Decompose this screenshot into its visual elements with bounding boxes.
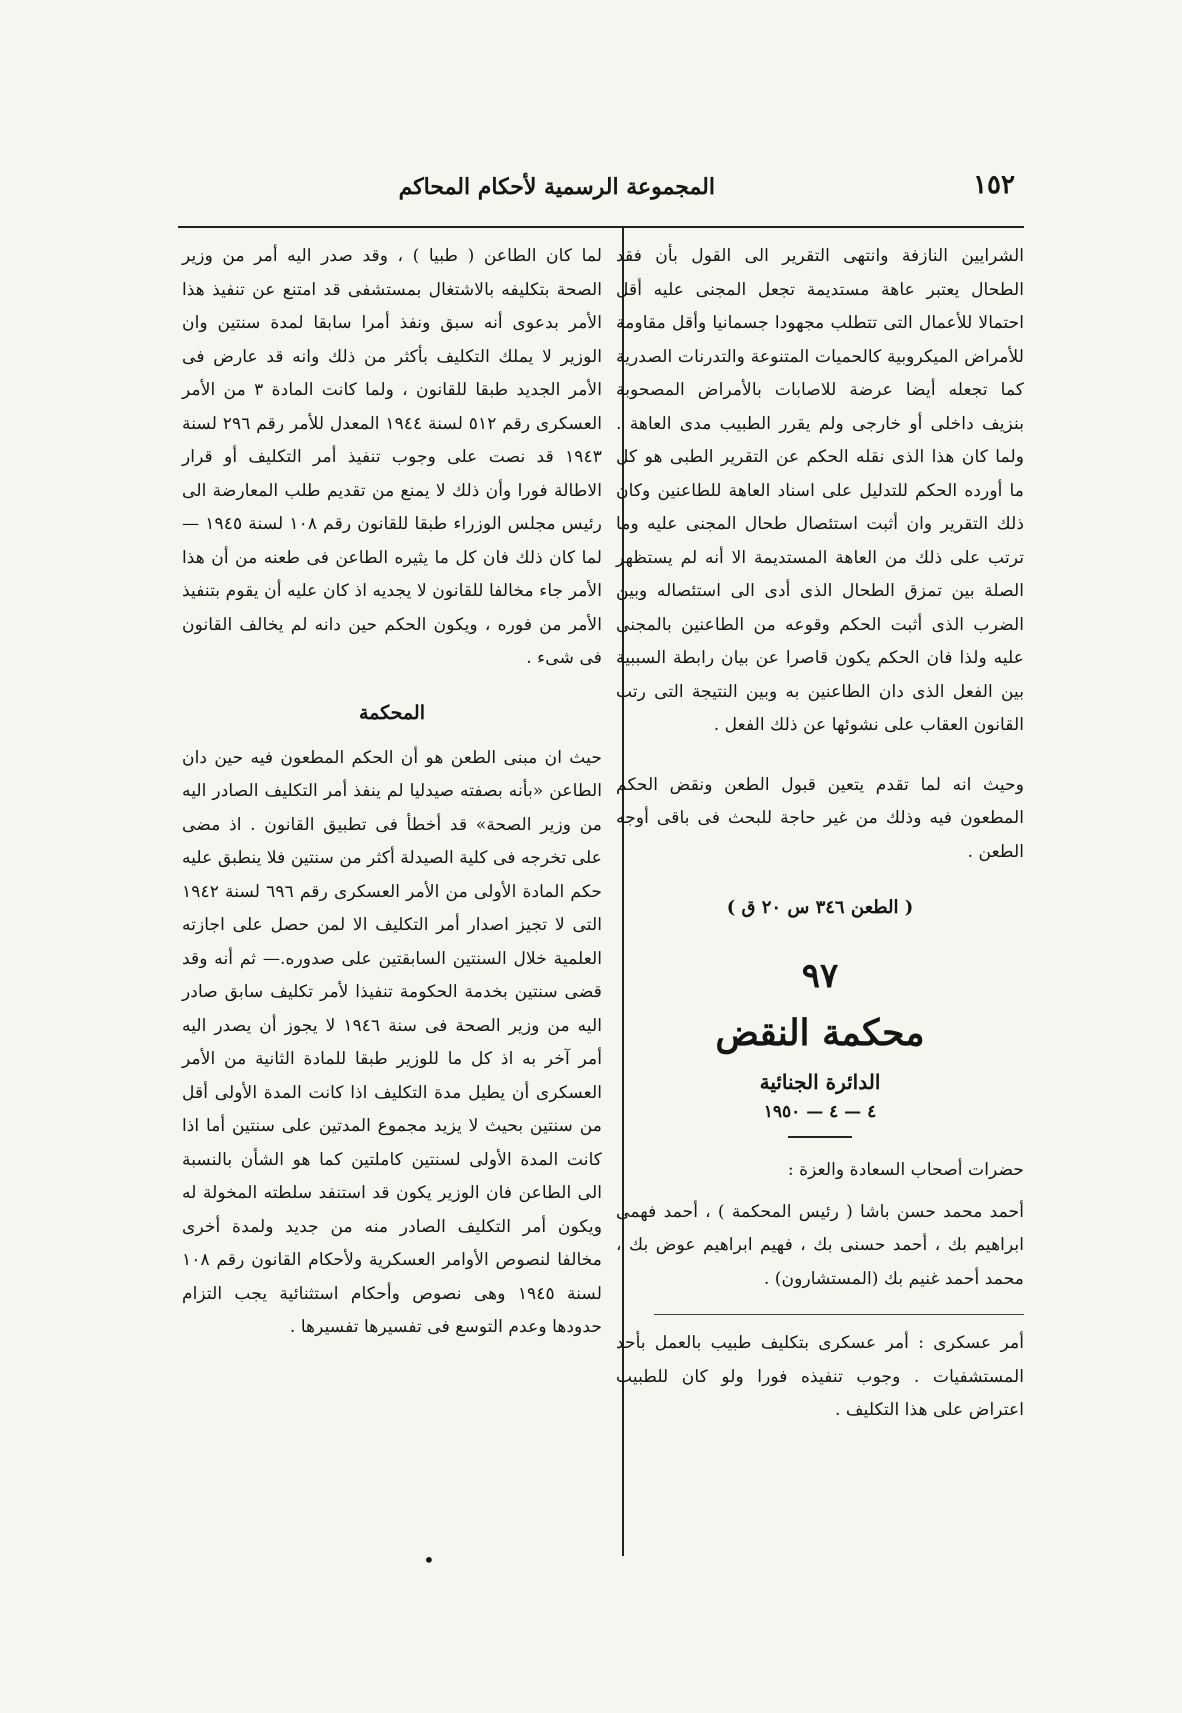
appeal-citation: ( الطعن ٣٤٦ س ٢٠ ق ) bbox=[726, 897, 914, 918]
header-rule bbox=[178, 226, 1024, 228]
page-end-mark: • bbox=[423, 1548, 435, 1572]
ruling-principle: لما كان الطاعن ( طبيا ) ، وقد صدر اليه أمر من وزير الصحة بتكليفه بالاشتغال بمستشفى قد امتنع عن تنفيذ هذا الأمر بدعوى أنه سبق ونفذ أمرا سابقا لمدة سنتين وان الوزير لا يملك التكليف بأكثر من ذلك وانه قد عارض فى الأمر الجديد طبقا للقانون ، ولما كانت المادة ٣ من الأمر العسكرى رقم ٥١٢ لسنة ١٩٤٤ المعدل للأمر رقم ٢٩٦ لسنة ١٩٤٣ قد نصت على وجوب تنفيذ أمر التكليف أو قرار الاطالة فورا وأن ذلك لا يمنع من تقديم طلب المعارضة الى رئيس مجلس الوزراء طبقا للقانون رقم ١٠٨ لسنة ١٩٤٥ — لما كان ذلك فان كل ما يثيره الطاعن فى طعنه من أن هذا الأمر جاء مخالفا للقانون لا يجديه اذ كان عليه أن يقوم بتنفيذ الأمر من فوره ، ويكون الحكم حين دانه لم يخالف القانون فى شىء . bbox=[182, 246, 603, 668]
court-reasoning: حيث ان مبنى الطعن هو أن الحكم المطعون فيه حين دان الطاعن «بأنه بصفته صيدليا لم ينفذ أمر التكليف الصادر اليه من وزير الصحة» قد أخطأ فى تطبيق القانون . اذ مضى على تخرجه فى كلية الصيدلة أكثر من سنتين فلا ينطبق عليه حكم المادة الأولى من الأمر العسكرى رقم ٦٩٦ لسنة ١٩٤٢ التى لا تجيز اصدار أمر التكليف الا لمن حصل على اجازته العلمية خلال السنتين السابقتين على صدوره.— ثم أنه وقد قضى سنتين بخدمة الحكومة تنفيذا لأمر تكليف سابق صادر اليه من وزير الصحة فى سنة ١٩٤٦ لا يجوز أن يصدر اليه أمر آخر به اذ كل ما للوزير طبقا للمادة الثانية من الأمر العسكرى أن يطيل مدة التكليف اذا كانت المدة الأولى أقل من سنتين بحيث لا يزيد مجموع المدتين على سنتين أما اذا كانت المدة الأولى لسنتين كاملتين كما هو الشأن بالنسبة الى الطاعن فان الوزير يكون قد استنفد سلطته المخولة له ويكون أمر التكليف الصادر منه من جديد ولمدة أخرى مخالفا لنصوص الأوامر العسكرية ولأحكام القانون رقم ١٠٨ لسنة ١٩٤٥ وهى نصوص وأحكام استثنائية يجب التزام حدودها وعدم التوسع فى تفسيرها تفسيرها . bbox=[182, 747, 603, 1337]
left-column bbox=[182, 240, 602, 1345]
judgment-conclusion: وحيث انه لما تقدم يتعين قبول الطعن ونقض الحكم المطعون فيه وذلك من غير حاجة للبحث فى باقى أوجه الطعن . bbox=[616, 774, 1024, 862]
salutation: حضرات أصحاب السعادة والعزة : bbox=[787, 1160, 1024, 1180]
section-heading: المحكمة bbox=[359, 701, 425, 724]
page-header bbox=[185, 170, 1015, 210]
judgment-paragraph: الشرايين النازفة وانتهى التقرير الى القول بأن فقد الطحال يعتبر عاهة مستديمة تجعل المجنى عليه أقل احتمالا للأعمال التى تتطلب مجهودا جسمانيا وأقل مقاومة للأمراض الميكروبية كالحميات المتنوعة والتدرنات الصدرية كما تجعله أيضا عرضة للاصابات بالأمراض المصحوبة بنزيف داخلى أو خارجى ولم يقرر الطبيب مدى العاهة . ولما كان هذا الذى نقله الحكم عن التقرير الطبى هو كل ما أورده الحكم للتدليل على اسناد العاهة للطاعنين وكان ذلك التقرير وان أثبت استئصال طحال المجنى عليه وما ترتب على ذلك من العاهة المستديمة الا أنه لم يستظهر الصلة بين تمزق الطحال الذى أدى الى استئصاله وبين الضرب الذى أثبت الحكم وقوعه من الطاعنين بالمجنى عليه ولذا فان الحكم يكون قاصرا عن بيان رابطة السببية بين الفعل الذى دان الطاعنين به وبين النتيجة التى رتب القانون العقاب على نشوئها عن ذلك الفعل . bbox=[616, 246, 1024, 735]
judges-list: أحمد محمد حسن باشا ( رئيس المحكمة ) ، أحمد فهمى ابراهيم بك ، أحمد حسنى بك ، فهيم ابراهيم عوض بك ، محمد أحمد غنيم بك (المستشارون) . bbox=[616, 1201, 1024, 1289]
date-rule bbox=[788, 1136, 852, 1138]
circuit-name: الدائرة الجنائية bbox=[759, 1070, 881, 1094]
case-summary: أمر عسكرى : أمر عسكرى بتكليف طبيب بالعمل بأحد المستشفيات . وجوب تنفيذه فورا ولو كان للطبيب اعتراض على هذا التكليف . bbox=[616, 1333, 1024, 1420]
court-name: محكمة النقض bbox=[715, 1012, 925, 1054]
case-number: ٩٧ bbox=[801, 956, 839, 996]
page-number: ١٥٢ bbox=[973, 170, 1015, 200]
running-title: المجموعة الرسمية لأحكام المحاكم bbox=[398, 174, 715, 200]
summary-rule bbox=[654, 1314, 1024, 1315]
judgment-date: ٤ — ٤ — ١٩٥٠ bbox=[763, 1102, 877, 1122]
right-column bbox=[616, 240, 1024, 1428]
